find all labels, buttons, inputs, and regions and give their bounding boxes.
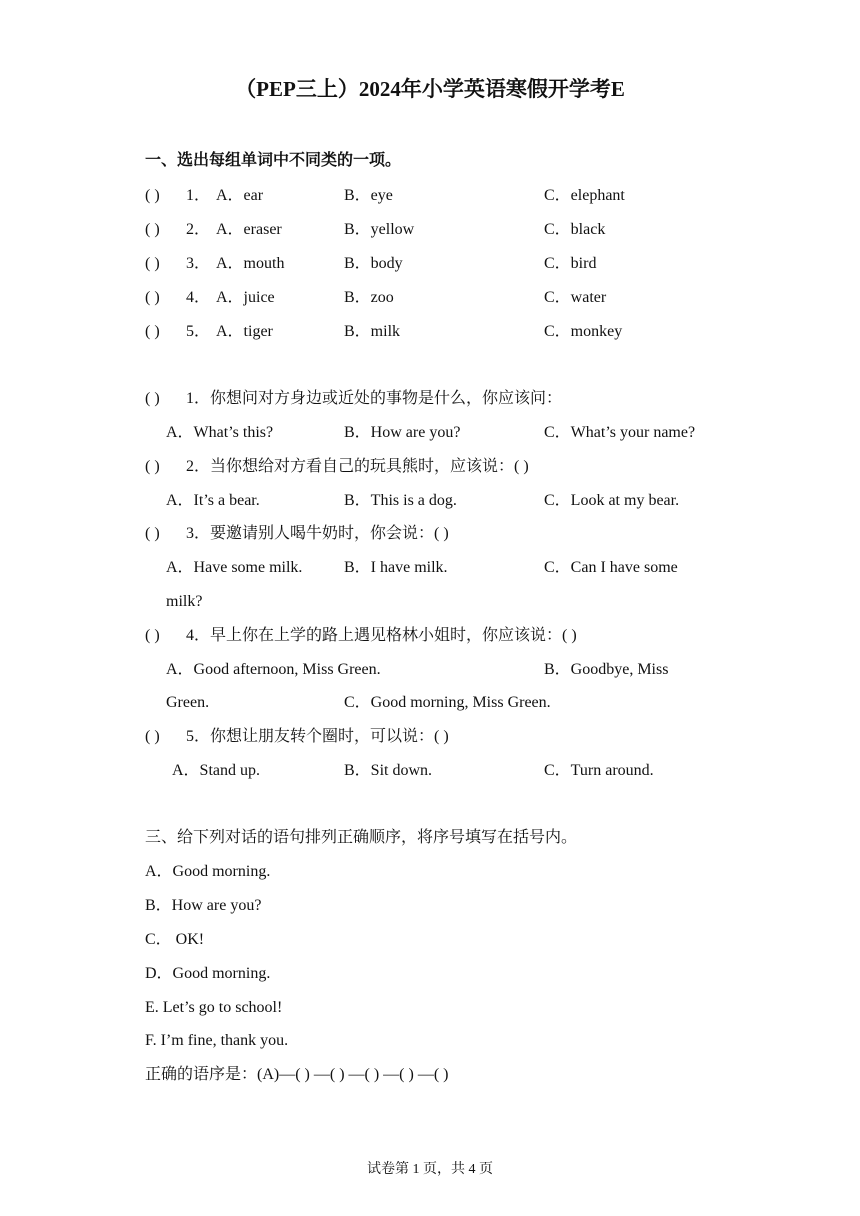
list-item: E. Let’s go to school! [145,999,283,1016]
option-a: A．eraser [216,221,282,238]
option-c: C．What’s your name? [544,424,696,441]
option-a: A．tiger [216,323,273,340]
answer-blank[interactable]: ( ) [145,289,160,306]
option-b: B．body [344,255,403,272]
option-a: A．It’s a bear. [166,492,260,509]
option-c: C．bird [544,255,597,272]
question-stem: 2．当你想给对方看自己的玩具熊时，应该说：( ) [186,458,529,475]
section3-heading: 三、给下列对话的语句排列正确顺序，将序号填写在括号内。 [145,829,578,846]
answer-sequence-line[interactable]: 正确的语序是：(A)—( ) —( ) —( ) —( ) —( ) [145,1066,449,1083]
option-b: B．Sit down. [344,762,433,779]
option-c-continued: milk? [166,593,203,610]
option-c: C．Turn around. [544,762,654,779]
question-number: 3． [186,255,211,272]
question-number: 1． [186,187,211,204]
option-c: C．elephant [544,187,625,204]
question-number: 2． [186,221,211,238]
list-item: B．How are you? [145,897,262,914]
section1-heading: 一、选出每组单词中不同类的一项。 [145,152,402,169]
option-b: B．zoo [344,289,394,306]
option-b: B．I have milk. [344,559,448,576]
answer-blank[interactable]: ( ) [145,458,160,475]
answer-blank[interactable]: ( ) [145,627,160,644]
answer-blank[interactable]: ( ) [145,255,160,272]
question-stem: 4．早上你在上学的路上遇见格林小姐时，你应该说：( ) [186,627,577,644]
question-stem: 5．你想让朋友转个圈时，可以说：( ) [186,728,449,745]
option-b: B．eye [344,187,393,204]
answer-blank[interactable]: ( ) [145,187,160,204]
answer-blank[interactable]: ( ) [145,221,160,238]
list-item: C． OK! [145,931,205,948]
option-a: A．Have some milk. [166,559,303,576]
option-b: B．Goodbye, Miss [544,661,669,678]
option-a: A．mouth [216,255,285,272]
list-item: D．Good morning. [145,965,271,982]
page-footer: 试卷第 1 页，共 4 页 [367,1162,493,1177]
option-c: C．monkey [544,323,623,340]
option-c: C．black [544,221,606,238]
option-b: B．yellow [344,221,415,238]
answer-blank[interactable]: ( ) [145,728,160,745]
list-item: F. I’m fine, thank you. [145,1032,289,1049]
answer-blank[interactable]: ( ) [145,323,160,340]
option-a: A．Stand up. [172,762,261,779]
option-c: C．Look at my bear. [544,492,680,509]
list-item: A．Good morning. [145,863,271,880]
question-number: 5． [186,323,211,340]
question-number: 4． [186,289,211,306]
answer-blank[interactable]: ( ) [145,525,160,542]
question-stem: 3．要邀请别人喝牛奶时，你会说：( ) [186,525,449,542]
option-a: A．What’s this? [166,424,274,441]
page-title: （PEP三上）2024年小学英语寒假开学考E [235,77,625,101]
answer-blank[interactable]: ( ) [145,390,160,407]
option-a: A．juice [216,289,275,306]
option-b: B．This is a dog. [344,492,457,509]
option-a: A．ear [216,187,264,204]
question-stem: 1．你想问对方身边或近处的事物是什么，你应该问： [186,390,563,407]
option-a: A．Good afternoon, Miss Green. [166,661,381,678]
option-b: B．How are you? [344,424,461,441]
option-b: B．milk [344,323,401,340]
option-c: C．water [544,289,607,306]
option-c: C．Can I have some [544,559,678,576]
option-c: C．Good morning, Miss Green. [344,694,551,711]
option-b-continued: Green. [166,694,210,711]
